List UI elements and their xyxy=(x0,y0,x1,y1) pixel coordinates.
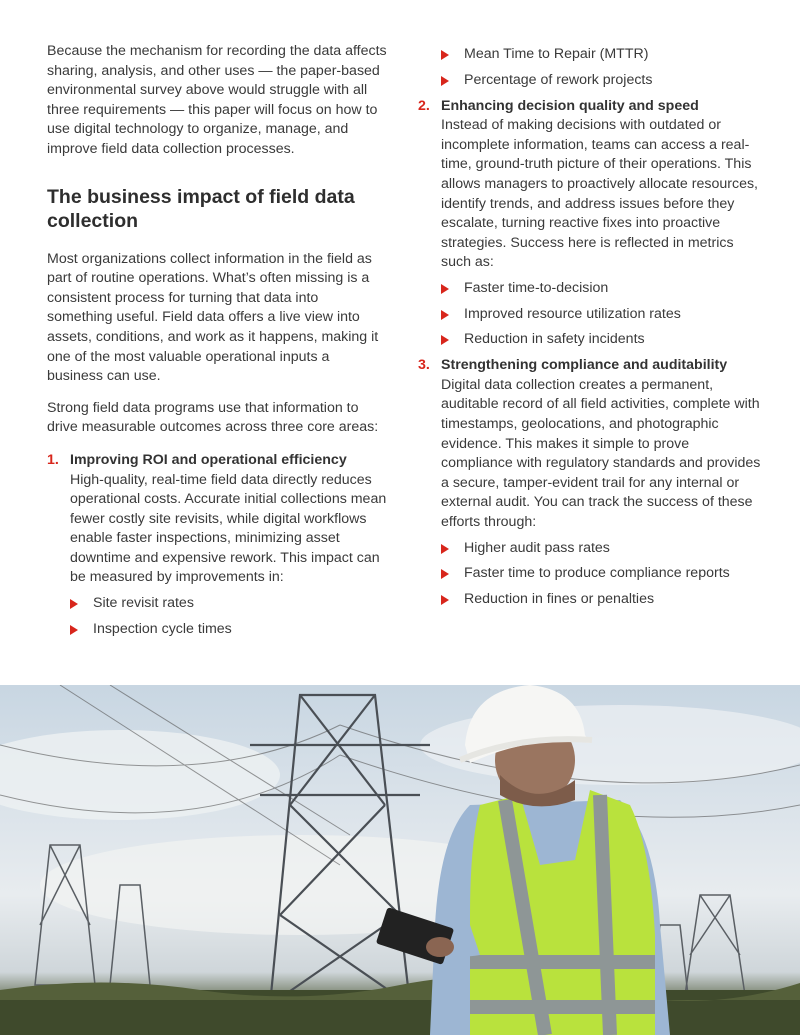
triangle-bullet-icon xyxy=(70,625,78,635)
section-heading: The business impact of field data collection xyxy=(47,185,355,232)
numbered-item-1 xyxy=(47,451,387,640)
triangle-bullet-icon xyxy=(441,310,449,320)
item-title: Enhancing decision quality and speed xyxy=(441,97,699,114)
numbered-item-3 xyxy=(418,356,763,610)
item-body: High-quality, real-time field data directly reduces operational costs. Accurate initial collections mean fewer costly site revisits, while digital workflows enable faster inspections, minimizing asset downtime and expensive rework. This impact can be measured by improvements in: xyxy=(70,471,387,586)
triangle-bullet-icon xyxy=(441,544,449,554)
bullet-list xyxy=(70,594,387,639)
list-item: Site revisit rates xyxy=(70,594,387,614)
item-number: 2. xyxy=(418,97,430,114)
intro-paragraph: Because the mechanism for recording the data affects sharing, analysis, and other uses — the paper-based environmental survey above would struggle with all three requirements — this paper will focus on how to use digital technology to organize, manage, and improve field data collection processes. xyxy=(47,43,387,157)
list-item: Improved resource utilization rates xyxy=(441,305,763,325)
list-item: Inspection cycle times xyxy=(70,620,387,640)
bullet-list-continued xyxy=(441,45,763,90)
list-item: Reduction in safety incidents xyxy=(441,330,763,350)
right-column xyxy=(418,45,763,616)
list-item: Mean Time to Repair (MTTR) xyxy=(441,45,763,65)
list-item: Faster time to produce compliance reports xyxy=(441,564,763,584)
photo-illustration xyxy=(0,685,800,1035)
triangle-bullet-icon xyxy=(70,599,78,609)
bullet-list xyxy=(441,279,763,350)
triangle-bullet-icon xyxy=(441,335,449,345)
body-paragraph-2: Strong field data programs use that information to drive measurable outcomes across three core areas: xyxy=(47,399,379,436)
item-title: Improving ROI and operational efficiency xyxy=(70,451,347,468)
field-worker-photo xyxy=(0,685,800,1035)
triangle-bullet-icon xyxy=(441,50,449,60)
item-number: 1. xyxy=(47,451,59,468)
list-item: Percentage of rework projects xyxy=(441,71,763,91)
item-body: Instead of making decisions with outdated or incomplete information, teams can access a real-time, ground-truth picture of their operations. This allows managers to proactively allocate resources, identify trends, and address issues before they escalate, turning reactive fixes into proactive strategies. Success here is reflected in metrics such as: xyxy=(441,117,759,271)
body-paragraph-1: Most organizations collect information in the field as part of routine operations. What’s often missing is a consistent process for turning that data into something useful. Field data offers a live view into assets, conditions, and work as it happens, making it one of the most valuable operational inputs a business can use. xyxy=(47,250,379,385)
triangle-bullet-icon xyxy=(441,76,449,86)
item-body: Digital data collection creates a permanent, auditable record of all field activities, complete with timestamps, geolocations, and photographic evidence. This makes it simple to prove compliance with regulatory standards and provides a secure, tamper-evident trail for any internal or external audit. You can track the success of these efforts through: xyxy=(441,376,761,530)
triangle-bullet-icon xyxy=(441,284,449,294)
triangle-bullet-icon xyxy=(441,569,449,579)
numbered-item-2 xyxy=(418,97,763,351)
list-item: Faster time-to-decision xyxy=(441,279,763,299)
triangle-bullet-icon xyxy=(441,595,449,605)
list-item: Higher audit pass rates xyxy=(441,539,763,559)
item-number: 3. xyxy=(418,357,430,374)
bullet-list xyxy=(441,539,763,610)
item-title: Strengthening compliance and auditability xyxy=(441,357,728,374)
list-item: Reduction in fines or penalties xyxy=(441,590,763,610)
left-column xyxy=(47,42,387,646)
